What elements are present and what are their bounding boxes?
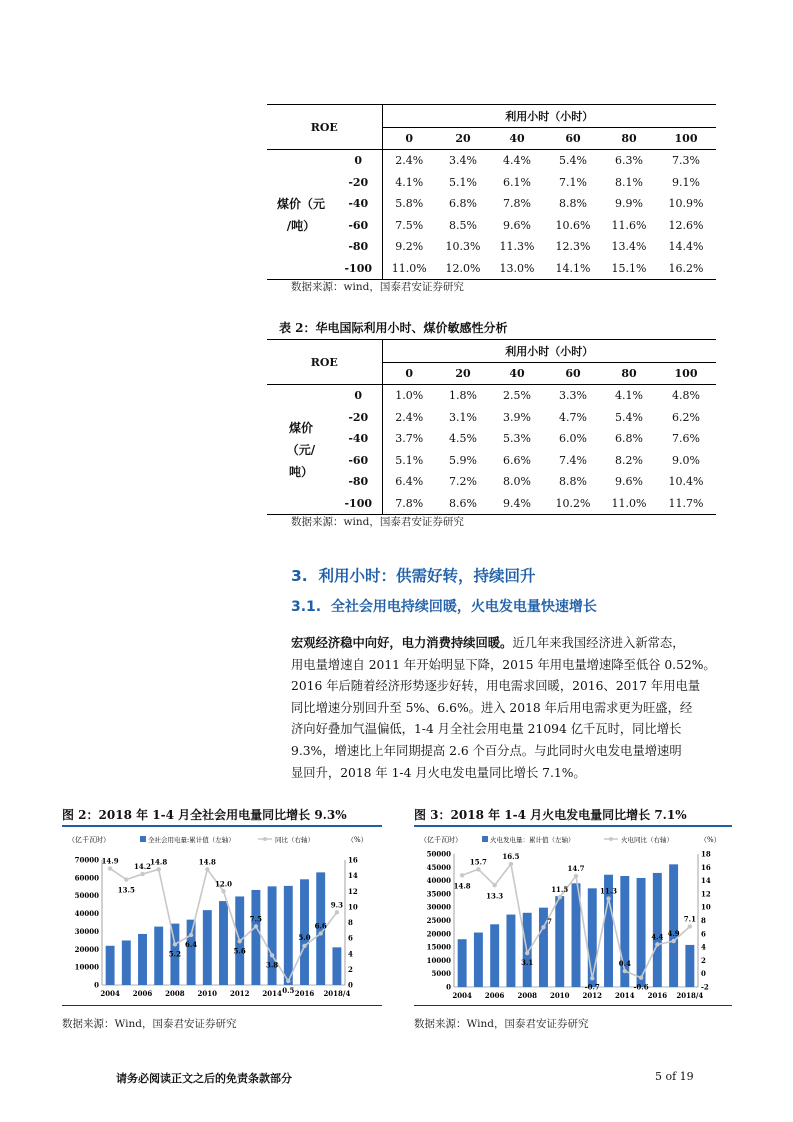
roe-cell: 7.8% <box>382 493 436 515</box>
growth-data-label: 15.7 <box>469 857 487 867</box>
growth-point <box>302 944 306 948</box>
growth-data-label: 4.4 <box>651 932 664 942</box>
para-line: 济向好叠加气温偏低，1-4 月全社会用电量 21094 亿千瓦时，同比增长 <box>291 722 682 737</box>
growth-point <box>639 975 643 979</box>
roe-cell: 10.4% <box>668 475 704 489</box>
roe-cell: 5.4% <box>559 154 587 168</box>
roe-cell: 9.9% <box>615 197 643 211</box>
para-lead: 宏观经济稳中向好，电力消费持续回暖。 <box>291 635 513 650</box>
roe-cell: 3.9% <box>503 410 531 424</box>
y-tick-label: 5000 <box>431 969 451 979</box>
bar <box>203 910 212 985</box>
roe-cell: 7.3% <box>672 154 700 168</box>
bar <box>154 927 163 985</box>
growth-point <box>671 939 675 943</box>
growth-point <box>525 951 529 955</box>
growth-data-label: 7 <box>547 917 552 927</box>
table-row <box>267 258 716 280</box>
roe-cell: 4.1% <box>615 389 643 403</box>
coal-price-label-line: （元/ <box>286 442 316 457</box>
roe-cell: 1.8% <box>449 389 477 403</box>
y2-axis-unit: （%） <box>700 836 721 844</box>
roe-cell: 5.1% <box>449 175 477 189</box>
x-tick-label: 2010 <box>549 991 570 1000</box>
x-tick-label: 2018/4 <box>676 991 704 1000</box>
coal-price-label-line: 煤价（元 <box>276 196 325 211</box>
growth-point <box>335 910 339 914</box>
hours-col-header: 0 <box>382 362 436 385</box>
table-row <box>267 493 716 515</box>
chart-1-title-rule <box>62 825 382 827</box>
y-tick-label: 50000 <box>426 849 451 859</box>
y-tick-label: 45000 <box>426 862 451 872</box>
growth-point <box>460 873 464 877</box>
coal-price-label-line: 吨） <box>288 464 313 479</box>
footer-disclaimer: 请务必阅读正文之后的免责条款部分 <box>116 1072 292 1085</box>
roe-cell: 11.7% <box>656 493 716 515</box>
roe-cell: 15.1% <box>602 258 656 280</box>
y-tick-label: 70000 <box>74 855 99 865</box>
table-row <box>267 172 716 194</box>
coal-price-delta: -80 <box>335 471 382 493</box>
growth-point <box>655 942 659 946</box>
growth-data-label: 11.5 <box>551 885 569 895</box>
growth-point <box>606 896 610 900</box>
roe-cell: 9.6% <box>615 475 643 489</box>
coal-price-delta: 0 <box>335 150 382 172</box>
coal-price-label-line: /吨） <box>286 218 316 233</box>
growth-data-label: 3.1 <box>521 958 534 968</box>
roe-cell: 7.1% <box>559 175 587 189</box>
hours-col-header: 60 <box>544 127 602 150</box>
table-row <box>267 450 716 472</box>
coal-price-delta: -100 <box>335 258 382 280</box>
growth-data-label: 12.0 <box>214 879 233 889</box>
coal-price-delta: -40 <box>335 193 382 215</box>
y-tick-label: 40000 <box>426 876 451 886</box>
growth-data-label: 0.4 <box>618 959 631 969</box>
y-tick-label: 10000 <box>74 962 99 972</box>
legend-bar-label: 火电发电量：累计值（左轴） <box>490 836 575 844</box>
roe-cell: 11.6% <box>611 218 647 232</box>
hours-col-header: 100 <box>656 362 716 385</box>
table-row <box>267 236 716 258</box>
roe-cell: 2.5% <box>503 389 531 403</box>
table-row <box>267 150 716 172</box>
y-tick-label: 20000 <box>426 929 451 939</box>
bar <box>284 886 293 985</box>
bar <box>490 924 499 987</box>
growth-point <box>270 953 274 957</box>
x-tick-label: 2012 <box>582 991 603 1000</box>
roe-cell: 3.7% <box>395 432 424 446</box>
bar <box>138 934 147 985</box>
bar <box>506 915 515 987</box>
hours-col-header: 40 <box>490 362 544 385</box>
bar <box>474 933 483 987</box>
y2-tick-label: 14 <box>348 871 358 881</box>
coal-price-label-line: 煤价 <box>288 420 313 435</box>
y2-axis-unit: （%） <box>347 836 368 844</box>
section-heading: 3. 利用小时：供需好转，持续回升 <box>291 567 536 585</box>
growth-data-label: -0.6 <box>633 982 649 992</box>
roe-cell: 9.2% <box>395 240 424 254</box>
growth-point <box>205 867 209 871</box>
legend-bar-swatch <box>482 836 488 842</box>
roe-cell: 9.4% <box>490 493 544 515</box>
x-tick-label: 2012 <box>229 989 250 998</box>
growth-point <box>574 874 578 878</box>
y2-tick-label: 10 <box>701 902 711 912</box>
growth-data-label: 14.8 <box>150 857 168 867</box>
growth-data-label: 14.7 <box>567 863 585 873</box>
y-tick-label: 40000 <box>74 909 99 919</box>
chart-2 <box>414 830 732 1002</box>
y2-tick-label: 0 <box>701 969 706 979</box>
y2-tick-label: 8 <box>348 918 353 927</box>
y2-tick-label: 14 <box>701 876 711 886</box>
roe-cell: 10.2% <box>544 493 602 515</box>
bar <box>685 945 694 987</box>
roe-cell: 4.8% <box>672 389 700 403</box>
footer-page-number: 5 of 19 <box>655 1070 694 1083</box>
bar <box>106 946 115 985</box>
growth-data-label: 14.2 <box>133 862 152 872</box>
growth-point <box>189 933 193 937</box>
x-tick-label: 2008 <box>165 989 185 998</box>
table-row <box>267 471 716 493</box>
growth-data-label: 5.6 <box>233 946 246 956</box>
y2-tick-label: 0 <box>348 980 353 990</box>
roe-cell: 8.2% <box>615 453 643 467</box>
y-tick-label: 30000 <box>74 926 99 936</box>
bar <box>268 886 277 985</box>
coal-price-delta: -100 <box>335 493 382 515</box>
bar <box>122 940 131 985</box>
roe-cell: 10.6% <box>555 218 591 232</box>
roe-cell: 6.4% <box>395 475 424 489</box>
growth-data-label: 14.8 <box>198 857 216 867</box>
y2-tick-label: 8 <box>701 916 706 925</box>
growth-point <box>623 969 627 973</box>
growth-data-label: 3.8 <box>266 960 279 970</box>
roe-cell: 12.6% <box>668 218 704 232</box>
growth-data-label: -0.7 <box>584 982 600 992</box>
x-tick-label: 2016 <box>294 989 315 998</box>
table-1 <box>267 104 716 280</box>
para-line: 显回升，2018 年 1-4 月火电发电量同比增长 7.1%。 <box>291 765 586 780</box>
chart-1 <box>62 830 382 1002</box>
growth-data-label: 4.9 <box>667 929 680 939</box>
growth-point <box>157 867 161 871</box>
roe-cell: 7.6% <box>672 432 700 446</box>
table-row <box>267 407 716 429</box>
y2-tick-label: 16 <box>701 862 711 872</box>
roe-cell: 3.3% <box>559 389 587 403</box>
roe-cell: 14.1% <box>544 258 602 280</box>
table-row <box>267 193 716 215</box>
chart-1-title: 图 2：2018 年 1-4 月全社会用电量同比增长 9.3% <box>62 808 347 822</box>
para-line: 2016 年后随着经济形势逐步好转，用电需求回暖，2016、2017 年用电量 <box>291 679 701 694</box>
bar <box>653 873 662 987</box>
y2-tick-label: 4 <box>348 949 353 959</box>
x-tick-label: 2004 <box>452 991 472 1000</box>
growth-point <box>238 939 242 943</box>
hours-col-header: 20 <box>436 127 490 150</box>
growth-data-label: 9.3 <box>330 900 343 910</box>
para-line: 同比增速分别回升至 5%、6.6%。进入 2018 年后用电需求更为旺盛，经 <box>291 700 693 715</box>
hours-group-header: 利用小时（小时） <box>382 105 716 128</box>
roe-cell: 10.9% <box>668 197 704 211</box>
hours-col-header: 20 <box>436 362 490 385</box>
growth-data-label: 6.4 <box>185 940 198 949</box>
y-tick-label: 10000 <box>426 955 451 965</box>
roe-cell: 9.1% <box>672 175 700 189</box>
coal-price-delta: -20 <box>335 407 382 429</box>
table-2-caption: 表 2：华电国际利用小时、煤价敏感性分析 <box>279 321 508 335</box>
roe-cell: 5.4% <box>615 410 643 424</box>
x-tick-label: 2018/4 <box>323 989 351 998</box>
roe-cell: 5.3% <box>503 432 531 446</box>
roe-cell: 7.8% <box>503 197 531 211</box>
hours-col-header: 80 <box>602 127 656 150</box>
roe-cell: 6.8% <box>615 432 643 446</box>
legend-bar-swatch <box>140 836 146 842</box>
growth-point <box>124 877 128 881</box>
para-line: 9.3%，增速比上年同期提高 2.6 个百分点。与此同时火电发电量增速明 <box>291 743 682 758</box>
roe-cell: 14.4% <box>668 240 704 254</box>
y-axis-unit: （亿千瓦时） <box>420 836 462 844</box>
roe-cell: 1.0% <box>395 389 424 403</box>
growth-point <box>476 867 480 871</box>
legend-line-label: 火电同比（右轴） <box>621 836 673 844</box>
hours-col-header: 80 <box>602 362 656 385</box>
roe-header: ROE <box>267 340 382 385</box>
growth-point <box>509 862 513 866</box>
bar <box>555 896 564 987</box>
growth-data-label: 0.5 <box>282 986 295 996</box>
subsection-heading: 3.1. 全社会用电持续回暖，火电发电量快速增长 <box>291 599 597 615</box>
body-paragraph <box>291 632 726 784</box>
hours-col-header: 100 <box>656 127 716 150</box>
roe-cell: 4.1% <box>395 175 424 189</box>
growth-data-label: 14.9 <box>101 856 119 866</box>
y2-tick-label: 12 <box>701 889 711 899</box>
hours-col-header: 40 <box>490 127 544 150</box>
x-tick-label: 2004 <box>100 989 120 998</box>
y2-tick-label: 2 <box>701 955 706 965</box>
hours-col-header: 60 <box>544 362 602 385</box>
table-2 <box>267 339 716 515</box>
growth-point <box>558 895 562 899</box>
roe-cell: 4.7% <box>559 410 587 424</box>
x-tick-label: 2006 <box>484 991 505 1000</box>
roe-cell: 6.3% <box>615 154 643 168</box>
y-tick-label: 25000 <box>426 916 451 925</box>
roe-cell: 8.0% <box>503 475 531 489</box>
growth-data-label: 7.5 <box>249 914 262 924</box>
roe-cell: 8.1% <box>615 175 643 189</box>
x-tick-label: 2010 <box>197 989 218 998</box>
roe-cell: 6.8% <box>449 197 477 211</box>
bar <box>187 920 196 985</box>
coal-price-delta: -80 <box>335 236 382 258</box>
hours-col-header: 0 <box>382 127 436 150</box>
coal-price-delta: 0 <box>335 385 382 407</box>
y2-tick-label: 12 <box>348 886 358 896</box>
growth-data-label: 11.3 <box>600 886 618 896</box>
chart-2-title: 图 3：2018 年 1-4 月火电发电量同比增长 7.1% <box>414 808 687 822</box>
roe-cell: 7.5% <box>395 218 424 232</box>
para-line: 用电量增速自 2011 年开始明显下降，2015 年用电量增速降至低谷 0.52%。 <box>291 657 716 672</box>
growth-data-label: 7.1 <box>683 914 696 924</box>
y-tick-label: 15000 <box>426 942 451 952</box>
growth-point <box>541 925 545 929</box>
roe-cell: 5.8% <box>395 197 424 211</box>
growth-data-label: 5.0 <box>298 932 311 942</box>
roe-cell: 8.6% <box>436 493 490 515</box>
growth-point <box>108 866 112 870</box>
bar <box>588 888 597 987</box>
bar <box>251 890 260 985</box>
roe-cell: 16.2% <box>656 258 716 280</box>
y-tick-label: 60000 <box>74 873 99 883</box>
roe-cell: 4.5% <box>449 432 477 446</box>
growth-point <box>319 931 323 935</box>
y2-tick-label: 6 <box>348 933 353 943</box>
table-2-source: 数据来源：wind，国泰君安证券研究 <box>291 516 464 528</box>
y2-tick-label: 10 <box>348 902 358 912</box>
roe-cell: 7.4% <box>559 453 587 467</box>
growth-data-label: 5.2 <box>168 949 181 959</box>
x-tick-label: 2014 <box>262 989 282 998</box>
y-axis-unit: （亿千瓦时） <box>68 836 110 844</box>
roe-cell: 6.2% <box>672 410 700 424</box>
chart-2-source: 数据来源：Wind，国泰君安证券研究 <box>414 1018 589 1030</box>
chart-2-bottom-rule <box>414 1005 732 1006</box>
roe-cell: 8.5% <box>449 218 477 232</box>
legend-bar-label: 全社会用电量:累计值（左轴） <box>148 836 235 844</box>
growth-point <box>286 979 290 983</box>
table-row <box>267 385 716 407</box>
table-row <box>267 428 716 450</box>
chart-1-bottom-rule <box>62 1005 382 1006</box>
roe-cell: 3.4% <box>449 154 477 168</box>
growth-point <box>221 889 225 893</box>
chart-2-title-rule <box>414 825 732 827</box>
growth-point <box>590 976 594 980</box>
roe-cell: 5.1% <box>395 453 424 467</box>
hours-group-header: 利用小时（小时） <box>382 340 716 363</box>
roe-cell: 4.4% <box>503 154 531 168</box>
roe-cell: 5.9% <box>449 453 477 467</box>
growth-point <box>173 942 177 946</box>
legend-line-label: 同比（右轴） <box>275 836 314 844</box>
legend-line-marker <box>263 837 267 841</box>
chart-1-source: 数据来源：Wind，国泰君安证券研究 <box>62 1018 237 1030</box>
roe-cell: 12.0% <box>436 258 490 280</box>
para-line: 宏观经济稳中向好，电力消费持续回暖。近几年来我国经济进入新常态， <box>291 635 685 650</box>
roe-cell: 2.4% <box>395 154 424 168</box>
table-row <box>267 215 716 237</box>
growth-data-label: 14.8 <box>453 881 471 891</box>
roe-cell: 3.1% <box>449 410 477 424</box>
growth-point <box>688 924 692 928</box>
roe-cell: 9.0% <box>672 453 700 467</box>
coal-price-delta: -60 <box>335 450 382 472</box>
roe-cell: 11.3% <box>499 240 535 254</box>
coal-price-delta: -60 <box>335 215 382 237</box>
y2-tick-label: 6 <box>701 929 706 939</box>
roe-cell: 13.4% <box>611 240 647 254</box>
roe-cell: 8.8% <box>559 197 587 211</box>
y2-tick-label: 2 <box>348 964 353 974</box>
y-tick-label: 30000 <box>426 902 451 912</box>
y2-tick-label: 18 <box>701 849 711 859</box>
roe-cell: 12.3% <box>555 240 591 254</box>
bar <box>219 901 228 985</box>
roe-cell: 2.4% <box>395 410 424 424</box>
roe-cell: 6.1% <box>503 175 531 189</box>
coal-price-label <box>267 385 335 515</box>
bar <box>669 864 678 987</box>
table-1-source: 数据来源：wind，国泰君安证券研究 <box>291 281 464 293</box>
growth-data-label: 13.5 <box>117 885 135 895</box>
y2-tick-label: 16 <box>348 855 358 865</box>
growth-data-label: 13.3 <box>486 891 504 901</box>
y-tick-label: 20000 <box>74 944 99 954</box>
growth-data-label: 6.6 <box>314 921 327 931</box>
x-tick-label: 2008 <box>517 991 537 1000</box>
growth-point <box>492 883 496 887</box>
coal-price-delta: -20 <box>335 172 382 194</box>
y-tick-label: 0 <box>94 980 99 990</box>
roe-cell: 13.0% <box>490 258 544 280</box>
roe-cell: 7.2% <box>449 475 477 489</box>
roe-cell: 6.0% <box>559 432 587 446</box>
y-tick-label: 50000 <box>74 891 99 901</box>
coal-price-label <box>267 150 335 280</box>
roe-cell: 6.6% <box>503 453 531 467</box>
growth-point <box>254 924 258 928</box>
roe-cell: 8.8% <box>559 475 587 489</box>
roe-cell: 10.3% <box>445 240 481 254</box>
bar <box>332 947 341 985</box>
growth-point <box>140 872 144 876</box>
roe-header: ROE <box>267 105 382 150</box>
roe-cell: 11.0% <box>382 258 436 280</box>
x-tick-label: 2006 <box>132 989 153 998</box>
coal-price-delta: -40 <box>335 428 382 450</box>
y-tick-label: 35000 <box>426 889 451 899</box>
y2-tick-label: -2 <box>701 982 709 992</box>
growth-data-label: 16.5 <box>502 851 520 861</box>
roe-cell: 9.6% <box>503 218 531 232</box>
x-tick-label: 2016 <box>647 991 668 1000</box>
y2-tick-label: 4 <box>701 942 706 952</box>
x-tick-label: 2014 <box>615 991 635 1000</box>
y-tick-label: 0 <box>446 982 451 992</box>
legend-line-marker <box>609 837 613 841</box>
roe-cell: 11.0% <box>602 493 656 515</box>
bar <box>458 939 467 987</box>
